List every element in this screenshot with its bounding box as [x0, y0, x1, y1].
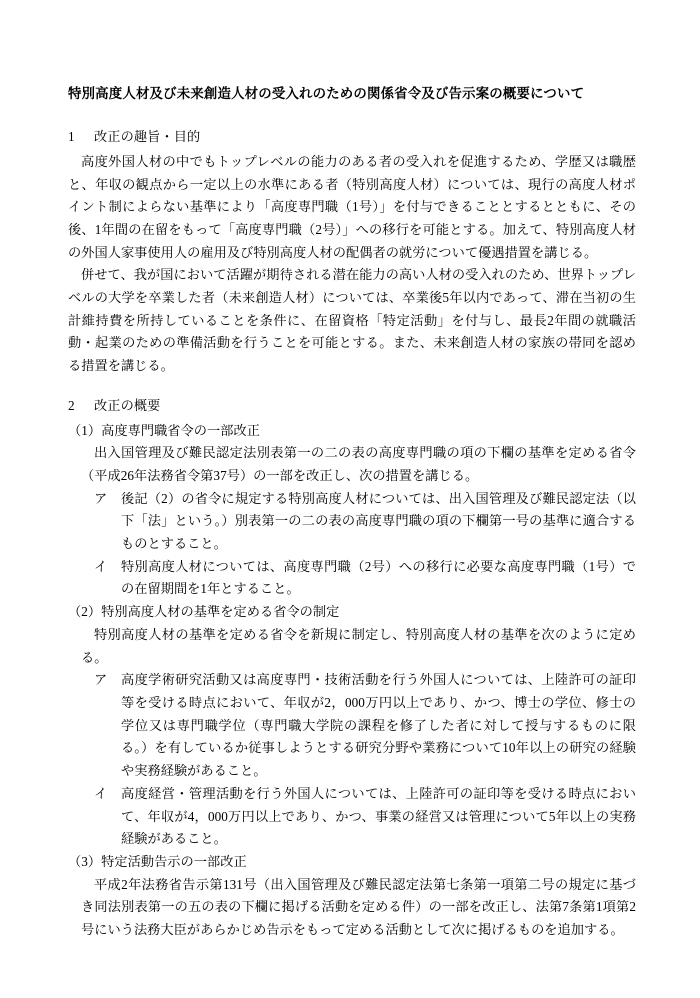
section-2-heading-text: 改正の概要 — [94, 397, 161, 413]
item-2-subitem-a-marker: ア — [94, 672, 108, 688]
section-2-item-1 — [68, 420, 636, 602]
section-1-paragraph-1: 高度外国人材の中でもトップレベルの能力のある者の受入れを促進するため、学歴又は職歴と、年収の観点から一定以上の水準にある者（特別高度人材）については、現行の高度人材ポイント制によらない基準により「高度専門職（1号）」を付与できることとするとともに、その後、1年間の在留をもって「高度専門職（2号）」への移行を可能とする。加えて、特別高度人材の外国人家事使用人の雇用及び特別高度人材の配偶者の就労について優遇措置を講じる。 — [68, 153, 636, 260]
item-2-body: 特別高度人材の基準を定める省令を新規に制定し、特別高度人材の基準を次のように定める。 — [81, 626, 636, 665]
section-2-item-3 — [68, 851, 636, 942]
item-2-subitem-a — [68, 669, 636, 783]
item-1-label: （1）高度専門職省令の一部改正 — [68, 422, 260, 438]
item-1-subitem-a-marker: ア — [94, 490, 108, 506]
item-1-subitem-a — [68, 488, 636, 556]
page-title: 特別高度人材及び未来創造人材の受入れのための関係省令及び告示案の概要について — [68, 86, 585, 101]
section-1-number: 1 — [68, 129, 75, 145]
section-1-heading-text: 改正の趣旨・目的 — [94, 129, 201, 145]
item-2-subitem-i — [68, 783, 636, 851]
item-3-label: （3）特定活動告示の一部改正 — [68, 853, 247, 869]
item-1-subitem-i-marker: イ — [94, 558, 108, 574]
item-2-subitem-i-text: 高度経営・管理活動を行う外国人については、上陸許可の証印等を受ける時点において、年収が4，000万円以上であり、かつ、事業の経営又は管理について5年以上の実務経験があること。 — [121, 785, 636, 847]
section-2 — [68, 395, 636, 942]
item-3-body: 平成2年法務省告示第131号（出入国管理及び難民認定法第七条第一項第二号の規定に基づき同法別表第一の五の表の下欄に掲げる活動を定める件）の一部を改正し、法第7条第1項第2号にいう法務大臣があらかじめ告示をもって定める活動として次に掲げるものを追加する。 — [81, 876, 636, 938]
section-1 — [68, 126, 636, 378]
spacer — [68, 378, 636, 395]
section-1-paragraph-2: 併せて、我が国において活躍が期待される潜在能力の高い人材の受入れのため、世界トップレベルの大学を卒業した者（未来創造人材）については、卒業後5年以内であって、滞在当初の生計維持費を所持していることを条件に、在留資格「特定活動」を付与し、最長2年間の就職活動・起業のための準備活動を行うことを可能とする。また、未来創造人材の家族の帯同を認める措置を講じる。 — [68, 267, 636, 374]
item-1-subitem-a-text: 後記（2）の省令に規定する特別高度人材については、出入国管理及び難民認定法（以下「法」という。）別表第一の二の表の高度専門職の項の下欄第一号の基準に適合するものとすること。 — [121, 490, 636, 552]
item-1-body: 出入国管理及び難民認定法別表第一の二の表の高度専門職の項の下欄の基準を定める省令（平成26年法務省令第37号）の一部を改正し、次の措置を講じる。 — [81, 445, 636, 483]
item-1-subitem-i-text: 特別高度人材については、高度専門職（2号）への移行に必要な高度専門職（1号）での在留期間を1年とすること。 — [121, 558, 636, 597]
section-2-number: 2 — [68, 397, 75, 413]
section-2-item-2 — [68, 601, 636, 851]
section-2-heading — [68, 395, 636, 418]
section-1-heading — [68, 126, 636, 149]
item-2-subitem-a-text: 高度学術研究活動又は高度専門・技術活動を行う外国人については、上陸許可の証印等を受ける時点において、年収が2，000万円以上であり、かつ、博士の学位、修士の学位又は専門職学位（専門職大学院の課程を修了した者に対して授与するものに限る。）を有しているか従事しようとする研究分野や業務について10年以上の研究の経験や実務経験があること。 — [121, 672, 636, 779]
item-2-label: （2）特別高度人材の基準を定める省令の制定 — [68, 604, 340, 620]
item-2-subitem-i-marker: イ — [94, 785, 108, 801]
item-1-subitem-i — [68, 556, 636, 601]
